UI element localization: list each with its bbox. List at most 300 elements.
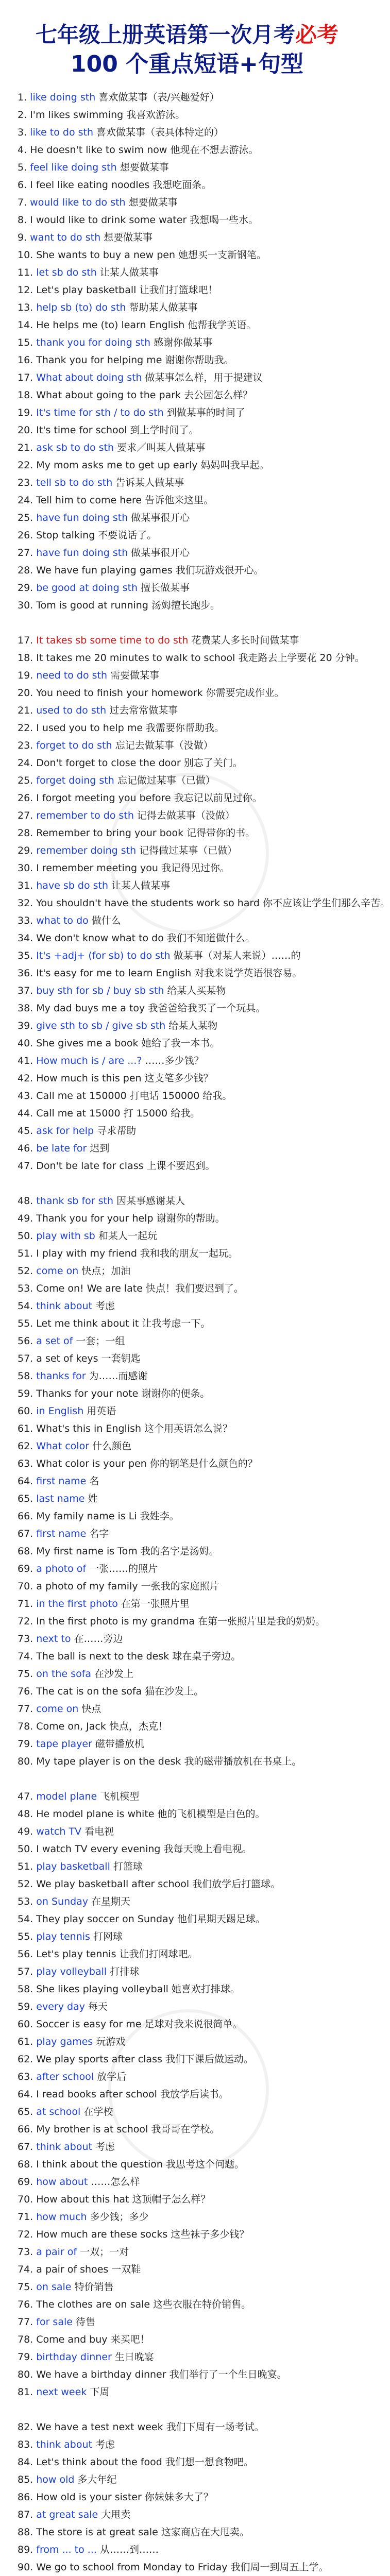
english-phrase: I forgot meeting you before	[36, 792, 171, 804]
english-phrase: watch TV	[36, 1826, 82, 1837]
english-phrase: play tennis	[36, 1931, 90, 1942]
item-number: 16.	[18, 354, 37, 366]
english-phrase: remember doing sth	[36, 845, 137, 856]
phrase-line	[18, 89, 357, 106]
phrase-line	[18, 334, 357, 351]
english-phrase: Stop talking	[36, 530, 95, 541]
item-number: 29.	[18, 845, 37, 856]
item-number: 20.	[18, 687, 37, 699]
chinese-meaning: 给某人某物	[165, 1020, 218, 1031]
chinese-meaning: 她喜欢打排球。	[168, 1984, 240, 1995]
english-phrase: a set of keys	[36, 1353, 98, 1364]
item-number: 69.	[18, 1563, 37, 1574]
item-number: 55.	[18, 1318, 37, 1329]
phrase-line	[18, 982, 357, 999]
item-number: 58.	[18, 1370, 37, 1382]
item-number: 39.	[18, 1020, 37, 1031]
chinese-meaning: 我和我的朋友一起玩。	[137, 1248, 238, 1259]
english-phrase: like to do sth	[30, 127, 94, 138]
chinese-meaning: 擅长做某事	[138, 582, 190, 594]
english-phrase: Don't forget to close the door	[36, 757, 181, 769]
item-number: 1.	[18, 92, 30, 103]
chinese-meaning: 每天	[84, 2001, 108, 2012]
phrase-line	[18, 2208, 357, 2226]
english-phrase: Let's play tennis	[36, 1948, 116, 1960]
item-number: 49.	[18, 1826, 37, 1837]
chinese-meaning: 我想喝一些水。	[186, 214, 259, 226]
phrase-line	[18, 509, 357, 527]
chinese-meaning: 给某人买某物	[164, 985, 226, 996]
chinese-meaning: 上课不要迟到。	[143, 1160, 215, 1172]
phrase-line	[18, 1122, 357, 1140]
item-number: 26.	[18, 530, 37, 541]
chinese-meaning: 谢谢你帮助我。	[162, 354, 234, 366]
item-number: 30.	[18, 862, 37, 874]
phrase-line	[18, 1910, 357, 1928]
english-phrase: come on	[36, 1703, 79, 1715]
english-phrase: thank you for doing sth	[36, 337, 151, 348]
chinese-meaning: 记得带你的书。	[183, 827, 256, 839]
phrase-line	[18, 1700, 357, 1718]
chinese-meaning: 做什么	[88, 915, 121, 926]
item-number: 52.	[18, 1878, 37, 1890]
chinese-meaning: 记得做过某事（已做）	[136, 845, 238, 856]
item-number: 74.	[18, 1651, 37, 1662]
phrase-line	[18, 474, 357, 492]
phrase-line	[18, 369, 357, 386]
phrase-line	[18, 1788, 357, 1805]
item-number: 58.	[18, 1984, 37, 1995]
item-number: 86.	[18, 2492, 37, 2503]
item-number: 36.	[18, 968, 37, 979]
item-number: 35.	[18, 950, 37, 961]
chinese-meaning: 汤姆擅长跑步。	[148, 600, 220, 611]
item-number: 19.	[18, 407, 37, 418]
phrase-line	[18, 2173, 357, 2191]
chinese-meaning: 这些衣服在特价销售。	[150, 2299, 251, 2310]
item-number: 77.	[18, 1703, 37, 1715]
english-phrase: need to do sth	[36, 670, 108, 681]
chinese-meaning: 我们放学后打篮球。	[189, 1878, 281, 1890]
item-number: 68.	[18, 2159, 37, 2170]
phrase-line	[18, 404, 357, 421]
chinese-meaning: 告诉某人做某事	[112, 477, 184, 488]
chinese-meaning: 我放学后读书。	[157, 2089, 229, 2100]
chinese-meaning: 这个用英语怎么说？	[141, 1423, 233, 1434]
phrase-line	[18, 1350, 357, 1367]
phrase-section	[18, 2418, 357, 2576]
chinese-meaning: 他们星期天踢足球。	[174, 1913, 265, 1925]
chinese-meaning: 你的钢笔是什么颜色的？	[146, 1458, 258, 1469]
item-number: 2.	[18, 109, 30, 121]
english-phrase: The ball is next to the desk	[36, 1651, 169, 1662]
english-phrase: Thank you for helping me	[36, 354, 162, 366]
english-phrase: What about doing sth	[36, 372, 142, 383]
phrase-line	[18, 1735, 357, 1753]
chinese-meaning: 我们玩游戏很开心。	[172, 565, 264, 576]
item-number: 72.	[18, 2229, 37, 2240]
chinese-meaning: 这顶帽子怎么样？	[129, 2194, 211, 2205]
phrase-line	[18, 1805, 357, 1823]
item-number: 28.	[18, 565, 37, 576]
phrase-line	[18, 2331, 357, 2348]
item-number: 60.	[18, 2019, 37, 2030]
item-number: 23.	[18, 477, 37, 488]
phrase-line	[18, 1472, 357, 1490]
phrase-line	[18, 1245, 357, 1262]
english-phrase: What about going to the park	[36, 389, 181, 401]
english-phrase: come on	[36, 1265, 79, 1277]
english-phrase: We have fun playing games	[36, 565, 173, 576]
phrase-line	[18, 351, 357, 369]
chinese-meaning: 名字	[86, 1528, 109, 1539]
chinese-meaning: 做某事很开心	[128, 512, 190, 523]
english-phrase: think about	[36, 2141, 92, 2153]
english-phrase: I think about the question	[36, 2159, 163, 2170]
item-number: 22.	[18, 460, 37, 471]
item-number: 72.	[18, 1616, 37, 1627]
english-phrase: Thanks for your note	[36, 1388, 139, 1399]
chinese-meaning: 去公园怎么样？	[181, 389, 253, 401]
phrase-section	[18, 1788, 357, 2401]
english-phrase: The store is at great sale	[36, 2527, 158, 2538]
item-number: 19.	[18, 670, 37, 681]
english-phrase: We have a birthday dinner	[36, 2369, 166, 2380]
phrase-line	[18, 1613, 357, 1630]
phrase-line	[18, 1945, 357, 1963]
phrase-line	[18, 1420, 357, 1437]
chinese-meaning: 我们下课后做运动。	[162, 2054, 253, 2065]
chinese-meaning: 姓	[84, 1493, 98, 1504]
chinese-meaning: 你妹妹多大了？	[141, 2492, 213, 2503]
phrase-line	[18, 2541, 357, 2558]
item-number: 82.	[18, 2421, 37, 2433]
english-phrase: We have a test next week	[36, 2421, 163, 2433]
english-phrase: want to do sth	[30, 232, 101, 243]
chinese-meaning: 一张我的家庭照片	[138, 1581, 219, 1592]
item-number: 80.	[18, 2369, 37, 2380]
item-number: 24.	[18, 495, 37, 506]
phrase-line	[18, 1332, 357, 1350]
chinese-meaning: 想要做某事	[100, 232, 153, 243]
phrase-line	[18, 1823, 357, 1840]
phrase-line	[18, 2558, 357, 2576]
chinese-meaning: 猫在沙发上。	[142, 1686, 204, 1697]
phrase-line	[18, 1262, 357, 1280]
english-phrase: play with sb	[36, 1230, 95, 1242]
item-number: 27.	[18, 810, 37, 821]
chinese-meaning: 我的名字是汤姆。	[137, 1546, 219, 1557]
item-number: 17.	[18, 372, 37, 383]
english-phrase: a pair of shoes	[36, 2264, 109, 2275]
phrase-line	[18, 246, 357, 264]
phrase-line	[18, 544, 357, 562]
phrase-line	[18, 2278, 357, 2296]
item-number: 3.	[18, 127, 30, 138]
english-phrase: I watch TV every evening	[36, 1843, 161, 1855]
english-phrase: Call me at 150000	[36, 1090, 127, 1101]
chinese-meaning: 让某人做某事	[96, 267, 159, 278]
english-phrase: forget doing sth	[36, 775, 114, 786]
phrase-line	[18, 667, 357, 684]
english-phrase: tell sb to do sth	[36, 477, 113, 488]
chinese-meaning: 特价销售	[71, 2281, 114, 2293]
english-phrase: be good at doing sth	[36, 582, 138, 594]
item-number: 75.	[18, 2281, 37, 2293]
chinese-meaning: 因某事感谢某人	[113, 1195, 185, 1207]
phrase-line	[18, 2103, 357, 2121]
english-phrase: Come on, Jack	[36, 1721, 106, 1732]
item-number: 78.	[18, 1721, 37, 1732]
item-number: 44.	[18, 1108, 37, 1119]
english-phrase: We don't know what to do	[36, 933, 164, 944]
item-number: 53.	[18, 1283, 37, 1294]
phrase-line	[18, 124, 357, 141]
phrase-line	[18, 1140, 357, 1157]
chinese-meaning: 她给了我一本书。	[138, 1038, 220, 1049]
english-phrase: Call me at 15000	[36, 1108, 121, 1119]
phrase-line	[18, 597, 357, 614]
english-phrase: How much is this pen	[36, 1073, 142, 1084]
chinese-meaning: 他的飞机模型是白色的。	[154, 1808, 265, 1820]
item-number: 65.	[18, 1493, 37, 1504]
item-number: 21.	[18, 705, 37, 716]
english-phrase: I would like to drink some water	[30, 214, 187, 226]
english-phrase: My brother is at school	[36, 2124, 148, 2135]
item-number: 25.	[18, 512, 37, 523]
english-phrase: have fun doing sth	[36, 512, 128, 523]
chinese-meaning: 我们下周有一场考试。	[163, 2421, 264, 2433]
phrase-line	[18, 2243, 357, 2261]
chinese-meaning: 他现在不想去游泳。	[167, 144, 259, 156]
item-number: 71.	[18, 1598, 37, 1609]
phrase-line	[18, 194, 357, 211]
chinese-meaning: 为……而感谢	[86, 1370, 148, 1382]
phrase-line	[18, 789, 357, 807]
phrase-line	[18, 1035, 357, 1052]
phrase-line	[18, 1648, 357, 1665]
item-number: 68.	[18, 1546, 37, 1557]
phrase-line	[18, 772, 357, 789]
phrase-line	[18, 1437, 357, 1455]
chinese-meaning: 做某事很开心	[128, 547, 190, 558]
english-phrase: after school	[36, 2071, 94, 2082]
item-number: 22.	[18, 722, 37, 734]
english-phrase: have sb do sth	[36, 880, 109, 891]
phrase-line	[18, 2506, 357, 2523]
phrase-line	[18, 737, 357, 754]
phrase-line	[18, 159, 357, 176]
phrase-line	[18, 1998, 357, 2015]
item-number: 89.	[18, 2544, 37, 2555]
english-phrase: What's this in English	[36, 1423, 142, 1434]
english-phrase: The clothes are on sale	[36, 2299, 150, 2310]
chinese-meaning: 快点；加油	[78, 1265, 131, 1277]
item-number: 46.	[18, 1143, 37, 1154]
phrase-section	[18, 1192, 357, 1770]
item-number: 34.	[18, 933, 37, 944]
item-number: 8.	[18, 214, 30, 226]
english-phrase: It takes sb some time to do sth	[36, 635, 189, 646]
english-phrase: You need to finish your homework	[36, 687, 203, 699]
chinese-meaning: 我的磁带播放机在书桌上。	[181, 1756, 302, 1767]
phrase-line	[18, 421, 357, 439]
item-number: 18.	[18, 389, 37, 401]
chinese-meaning: 谢谢你的便条。	[138, 1388, 210, 1399]
english-phrase: I used you to help me	[36, 722, 143, 734]
phrase-line	[18, 2471, 357, 2488]
phrase-line	[18, 824, 357, 842]
phrase-line	[18, 912, 357, 929]
english-phrase: Remember to bring your book	[36, 827, 184, 839]
english-phrase: in the first photo	[36, 1598, 118, 1609]
chinese-meaning: 妈妈叫我早起。	[197, 460, 269, 471]
phrase-line	[18, 1157, 357, 1175]
english-phrase: how about	[36, 2176, 88, 2188]
chinese-meaning: 多少钱；多少	[87, 2211, 149, 2223]
english-phrase: model plane	[36, 1791, 97, 1802]
phrase-sections	[18, 89, 390, 2576]
chinese-meaning: 一套钥匙	[98, 1353, 141, 1364]
chinese-meaning: 花费某人多长时间做某事	[188, 635, 299, 646]
item-number: 66.	[18, 1511, 37, 1522]
chinese-meaning: 到上学时间了。	[127, 425, 199, 436]
english-phrase: used to do sth	[36, 705, 107, 716]
chinese-meaning: 在星期天	[88, 1896, 131, 1907]
english-phrase: a pair of	[36, 2246, 77, 2258]
item-number: 87.	[18, 2509, 37, 2520]
item-number: 48.	[18, 1195, 37, 1207]
chinese-meaning: 名	[86, 1476, 99, 1487]
english-phrase: next week	[36, 2386, 87, 2398]
english-phrase: in English	[36, 1405, 84, 1417]
english-phrase: thank sb for sth	[36, 1195, 114, 1207]
title-main: 七年级上册英语第一次月考	[35, 22, 295, 47]
phrase-line	[18, 1455, 357, 1472]
item-number: 56.	[18, 1948, 37, 1960]
item-number: 79.	[18, 1738, 37, 1750]
item-number: 64.	[18, 2089, 37, 2100]
phrase-line	[18, 106, 357, 124]
english-phrase: play games	[36, 2036, 93, 2047]
phrase-line	[18, 2313, 357, 2331]
item-number: 59.	[18, 2001, 37, 2012]
english-phrase: How much is / are ...?	[36, 1055, 142, 1066]
phrase-line	[18, 1297, 357, 1315]
english-phrase: first name	[36, 1476, 87, 1487]
chinese-meaning: 让我们打网球吧。	[116, 1948, 198, 1960]
phrase-line	[18, 842, 357, 859]
english-phrase: forget to do sth	[36, 740, 112, 751]
english-phrase: Come on! We are late	[36, 1283, 143, 1294]
phrase-line	[18, 964, 357, 982]
chinese-meaning: 从……到……	[96, 2544, 159, 2555]
english-phrase: Let's think about the food	[36, 2456, 162, 2468]
item-number: 54.	[18, 1300, 37, 1312]
chinese-meaning: 打排球	[107, 1966, 140, 1977]
phrase-line	[18, 2383, 357, 2401]
item-number: 77.	[18, 2316, 37, 2328]
english-phrase: I remember meeting you	[36, 862, 158, 874]
item-number: 17.	[18, 635, 37, 646]
english-phrase: thanks for	[36, 1370, 86, 1382]
english-phrase: birthday dinner	[36, 2351, 112, 2363]
phrase-line	[18, 1875, 357, 1893]
chinese-meaning: 我记得见过你。	[158, 862, 230, 874]
item-number: 67.	[18, 2141, 37, 2153]
item-number: 32.	[18, 897, 37, 909]
english-phrase: It's easy for me to learn English	[36, 968, 192, 979]
english-phrase: a photo of my family	[36, 1581, 138, 1592]
phrase-line	[18, 562, 357, 579]
chinese-meaning: 帮助某人做某事	[126, 302, 198, 313]
chinese-meaning: 打篮球	[110, 1861, 143, 1872]
phrase-line	[18, 929, 357, 947]
chinese-meaning: 我哥哥在学校。	[148, 2124, 220, 2135]
phrase-line	[18, 2436, 357, 2453]
item-number: 79.	[18, 2351, 37, 2363]
phrase-line	[18, 2068, 357, 2086]
item-number: 56.	[18, 1335, 37, 1347]
phrase-line	[18, 2121, 357, 2138]
phrase-line	[18, 1402, 357, 1420]
item-number: 63.	[18, 2071, 37, 2082]
phrase-line	[18, 947, 357, 964]
item-number: 84.	[18, 2456, 37, 2468]
english-phrase: We play basketball after school	[36, 1878, 190, 1890]
item-number: 51.	[18, 1248, 37, 1259]
item-number: 70.	[18, 2194, 37, 2205]
chinese-meaning: 来买吧！	[107, 2334, 150, 2345]
phrase-line	[18, 1017, 357, 1035]
chinese-meaning: 忘记做过某事（已做）	[114, 775, 215, 786]
item-number: 76.	[18, 1686, 37, 1697]
english-phrase: on the sofa	[36, 1668, 92, 1680]
item-number: 41.	[18, 1055, 37, 1066]
chinese-meaning: 大甩卖	[98, 2509, 131, 2520]
item-number: 53.	[18, 1896, 37, 1907]
chinese-meaning: 做某事（对某人来说）……的	[170, 950, 301, 961]
english-phrase: remember to do sth	[36, 810, 134, 821]
item-number: 88.	[18, 2527, 37, 2538]
english-phrase: feel like doing sth	[30, 162, 117, 173]
item-number: 47.	[18, 1791, 37, 1802]
chinese-meaning: 让我考虑一下。	[139, 1318, 211, 1329]
phrase-line	[18, 1893, 357, 1910]
phrase-line	[18, 527, 357, 544]
chinese-meaning: 我忘记以前见过你。	[171, 792, 262, 804]
phrase-line	[18, 1928, 357, 1945]
phrase-line	[18, 1665, 357, 1683]
english-phrase: how much	[36, 2211, 87, 2223]
chinese-meaning: 她想买一支新钢笔。	[175, 249, 267, 261]
phrase-line	[18, 176, 357, 194]
english-phrase: help sb (to) do sth	[36, 302, 126, 313]
chinese-meaning: 考虑	[92, 1300, 115, 1312]
phrase-line	[18, 1578, 357, 1595]
phrase-line	[18, 807, 357, 824]
chinese-meaning: 快点，杰克！	[106, 1721, 168, 1732]
chinese-meaning: 他帮我学英语。	[184, 319, 257, 331]
chinese-meaning: ……怎么样	[88, 2176, 140, 2188]
phrase-section	[18, 89, 357, 614]
chinese-meaning: 这支笔多少钱？	[141, 1073, 213, 1084]
english-phrase: Let me think about it	[36, 1318, 139, 1329]
phrase-line	[18, 684, 357, 702]
english-phrase: It takes me 20 minutes to walk to school	[36, 652, 235, 664]
english-phrase: let sb do sth	[36, 267, 97, 278]
item-number: 69.	[18, 2176, 37, 2188]
